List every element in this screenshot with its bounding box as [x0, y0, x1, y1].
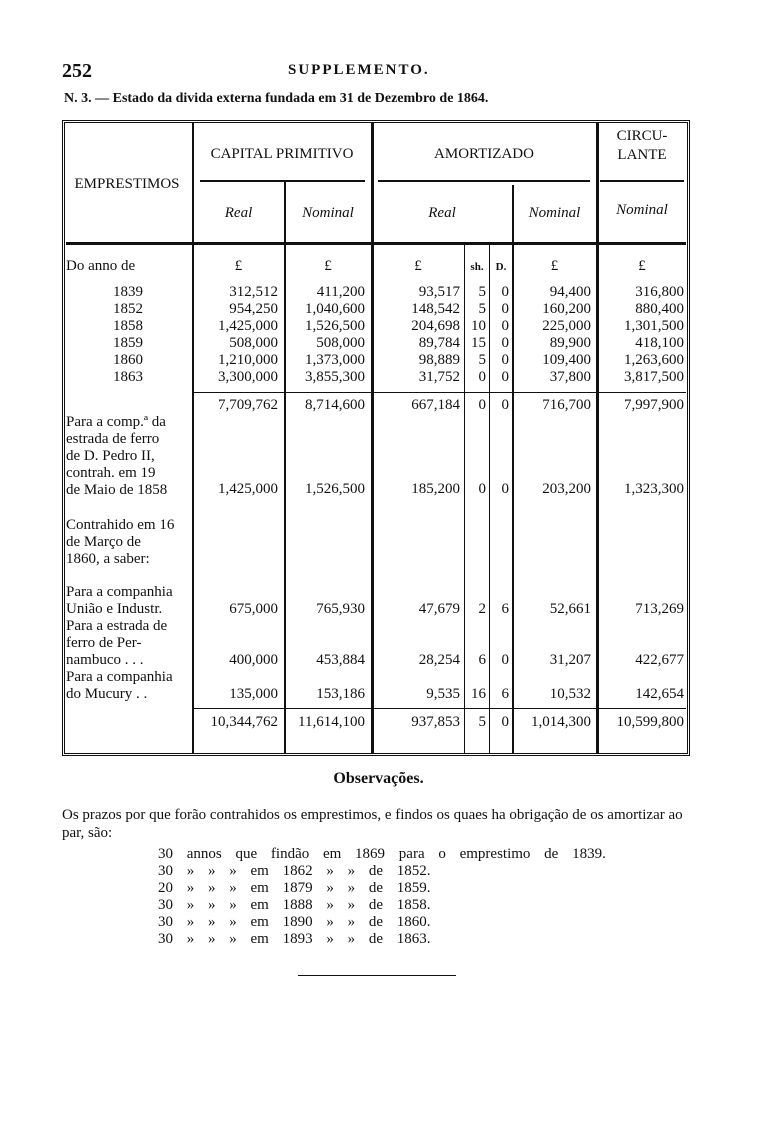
subtotal-circulante-nominal: 7,997,900 — [624, 397, 684, 413]
pedro-capital-real: 1,425,000 — [218, 481, 278, 497]
amortizado-d-cell: 0 — [501, 369, 509, 385]
amortizado-real-cell: 98,889 — [418, 352, 460, 368]
header-rule — [66, 242, 686, 245]
amortizado-sh-cell: 15 — [471, 335, 486, 351]
pound-sign: £ — [234, 258, 243, 274]
pernambuco-amortizado-real: 28,254 — [418, 652, 460, 668]
pedro-label-line: de Maio de 1858 — [66, 482, 168, 498]
amortizado-nominal-cell: 94,400 — [549, 284, 591, 300]
header-circulante-1: CIRCU- — [616, 128, 668, 144]
header-real: Real — [428, 205, 456, 221]
circulante-nominal-cell: 1,301,500 — [624, 318, 684, 334]
amortizado-real-cell: 93,517 — [418, 284, 460, 300]
header-amortizado: AMORTIZADO — [434, 146, 534, 162]
uniao-circulante-nominal: 713,269 — [635, 601, 684, 617]
term-line: 30 » » » em 1888 » » de 1858. — [158, 897, 431, 913]
amortizado-real-cell: 148,542 — [411, 301, 460, 317]
pedro-label-line: Para a comp.ª da — [66, 414, 166, 430]
capital-real-cell: 3,300,000 — [218, 369, 278, 385]
header-capital: CAPITAL PRIMITIVO — [210, 146, 354, 162]
brace — [600, 180, 684, 182]
subtotal-amortizado-nominal: 716,700 — [542, 397, 591, 413]
total-amortizado-d: 0 — [501, 714, 509, 730]
pernambuco-amortizado-nominal: 31,207 — [549, 652, 591, 668]
pound-sign: £ — [324, 258, 332, 274]
header-nominal: Nominal — [302, 205, 354, 221]
pernambuco-label-line: nambuco . . . — [66, 652, 144, 668]
uniao-capital-real: 675,000 — [229, 601, 278, 617]
uniao-label-line: União e Industr. — [66, 601, 163, 617]
pedro-label-line: de D. Pedro II, — [66, 448, 155, 464]
amortizado-d-cell: 0 — [501, 335, 509, 351]
contrahido-label-line: Contrahido em 16 — [66, 517, 175, 533]
header-nominal: Nominal — [616, 202, 668, 218]
mucury-capital-nominal: 153,186 — [316, 686, 365, 702]
circulante-nominal-cell: 1,263,600 — [624, 352, 684, 368]
circulante-nominal-cell: 880,400 — [635, 301, 684, 317]
total-rule — [193, 708, 686, 709]
total-circulante-nominal: 10,599,800 — [616, 714, 684, 730]
pedro-amortizado-nominal: 203,200 — [542, 481, 591, 497]
pernambuco-label-line: ferro de Per- — [66, 635, 142, 651]
pedro-amortizado-d: 0 — [501, 481, 509, 497]
header-emprestimos: EMPRESTIMOS — [74, 176, 180, 192]
circulante-nominal-cell: 3,817,500 — [624, 369, 684, 385]
amortizado-d-cell: 0 — [501, 352, 509, 368]
mucury-amortizado-d: 6 — [501, 686, 509, 702]
capital-nominal-cell: 1,373,000 — [305, 352, 365, 368]
amortizado-nominal-cell: 89,900 — [549, 335, 591, 351]
uniao-amortizado-real: 47,679 — [418, 601, 460, 617]
pernambuco-capital-nominal: 453,884 — [316, 652, 365, 668]
term-line: 30 » » » em 1890 » » de 1860. — [158, 914, 431, 930]
amortizado-d-cell: 0 — [501, 318, 509, 334]
term-line: 30 annos que findão em 1869 para o emprestimo de 1839. — [158, 846, 606, 862]
observacoes-text: Os prazos por que forão contrahidos os emprestimos, e findos os quaes ha obrigação de os amortizar ao par, são: — [62, 807, 683, 841]
observacoes-title: Observações. — [333, 770, 424, 787]
circulante-nominal-cell: 316,800 — [635, 284, 684, 300]
amortizado-d-cell: 0 — [501, 284, 509, 300]
running-head: SUPPLEMENTO. — [288, 62, 430, 78]
mucury-amortizado-sh: 16 — [471, 686, 486, 702]
amortizado-real-cell: 89,784 — [418, 335, 460, 351]
pernambuco-capital-real: 400,000 — [229, 652, 278, 668]
year-cell: 1859 — [113, 335, 143, 351]
mucury-label-line: do Mucury . . — [66, 686, 148, 702]
uniao-amortizado-d: 6 — [501, 601, 509, 617]
year-cell: 1858 — [113, 318, 143, 334]
subtotal-amortizado-sh: 0 — [478, 397, 486, 413]
subtotal-rule — [193, 392, 686, 393]
mucury-capital-real: 135,000 — [229, 686, 278, 702]
capital-real-cell: 312,512 — [229, 284, 278, 300]
capital-real-cell: 954,250 — [229, 301, 278, 317]
pedro-amortizado-sh: 0 — [478, 481, 486, 497]
capital-nominal-cell: 508,000 — [316, 335, 365, 351]
subtotal-capital-nominal: 8,714,600 — [305, 397, 365, 413]
amortizado-d-cell: 0 — [501, 301, 509, 317]
pound-sign: £ — [550, 258, 559, 274]
capital-nominal-cell: 411,200 — [316, 284, 365, 300]
amortizado-real-cell: 31,752 — [418, 369, 460, 385]
pound-sign: £ — [638, 258, 646, 274]
capital-real-cell: 1,425,000 — [218, 318, 278, 334]
total-capital-nominal: 11,614,100 — [298, 714, 365, 730]
pound-sign: £ — [414, 258, 422, 274]
uniao-capital-nominal: 765,930 — [316, 601, 365, 617]
amortizado-real-cell: 204,698 — [411, 318, 460, 334]
contrahido-label-line: 1860, a saber: — [66, 551, 150, 567]
pedro-label-line: contrah. em 19 — [66, 465, 156, 481]
amortizado-sh-cell: 5 — [478, 301, 486, 317]
table-title: N. 3. — Estado da divida externa fundada em 31 de Dezembro de 1864. — [64, 91, 489, 106]
amortizado-sh-cell: 5 — [478, 352, 486, 368]
header-real: Real — [224, 205, 253, 221]
total-amortizado-nominal: 1,014,300 — [531, 714, 591, 730]
pernambuco-amortizado-sh: 6 — [478, 652, 486, 668]
pedro-capital-nominal: 1,526,500 — [305, 481, 365, 497]
pernambuco-label-line: Para a estrada de — [66, 618, 168, 634]
subtotal-amortizado-d: 0 — [501, 397, 509, 413]
mucury-circulante-nominal: 142,654 — [635, 686, 684, 702]
total-amortizado-sh: 5 — [478, 714, 486, 730]
year-cell: 1863 — [113, 369, 143, 385]
total-capital-real: 10,344,762 — [210, 714, 278, 730]
amortizado-sh-cell: 0 — [478, 369, 486, 385]
amortizado-nominal-cell: 109,400 — [542, 352, 591, 368]
amortizado-sh-cell: 10 — [471, 318, 486, 334]
capital-real-cell: 1,210,000 — [218, 352, 278, 368]
capital-real-cell: 508,000 — [229, 335, 278, 351]
subtotal-amortizado-real: 667,184 — [411, 397, 460, 413]
total-amortizado-real: 937,853 — [411, 714, 460, 730]
header-nominal: Nominal — [528, 205, 581, 221]
subtotal-capital-real: 7,709,762 — [218, 397, 278, 413]
header-circulante-2: LANTE — [617, 147, 667, 163]
amortizado-nominal-cell: 160,200 — [542, 301, 591, 317]
capital-nominal-cell: 1,040,600 — [305, 301, 365, 317]
pernambuco-amortizado-d: 0 — [501, 652, 509, 668]
term-line: 30 » » » em 1862 » » de 1852. — [158, 863, 431, 879]
pedro-circulante-nominal: 1,323,300 — [624, 481, 684, 497]
circulante-nominal-cell: 418,100 — [635, 335, 684, 351]
year-cell: 1852 — [113, 301, 143, 317]
pedro-amortizado-real: 185,200 — [411, 481, 460, 497]
contrahido-label-line: de Março de — [66, 534, 141, 550]
term-line: 20 » » » em 1879 » » de 1859. — [158, 880, 431, 896]
pedro-label-line: estrada de ferro — [66, 431, 160, 447]
sh-label: sh. — [470, 261, 484, 273]
mucury-amortizado-real: 9,535 — [426, 686, 460, 702]
brace — [200, 180, 365, 182]
end-rule — [298, 975, 456, 976]
uniao-amortizado-sh: 2 — [478, 601, 486, 617]
term-line: 30 » » » em 1893 » » de 1863. — [158, 931, 431, 947]
year-cell: 1860 — [113, 352, 143, 368]
brace — [378, 180, 590, 182]
capital-nominal-cell: 3,855,300 — [305, 369, 365, 385]
page-number: 252 — [62, 60, 92, 82]
mucury-amortizado-nominal: 10,532 — [549, 686, 591, 702]
mucury-label-line: Para a companhia — [66, 669, 173, 685]
pernambuco-circulante-nominal: 422,677 — [635, 652, 684, 668]
year-cell: 1839 — [113, 284, 143, 300]
uniao-label-line: Para a companhia — [66, 584, 173, 600]
amortizado-nominal-cell: 37,800 — [549, 369, 591, 385]
do-anno-label: Do anno de — [66, 258, 136, 274]
amortizado-sh-cell: 5 — [478, 284, 486, 300]
d-label: D. — [495, 261, 507, 273]
uniao-amortizado-nominal: 52,661 — [549, 601, 591, 617]
capital-nominal-cell: 1,526,500 — [305, 318, 365, 334]
amortizado-nominal-cell: 225,000 — [542, 318, 591, 334]
